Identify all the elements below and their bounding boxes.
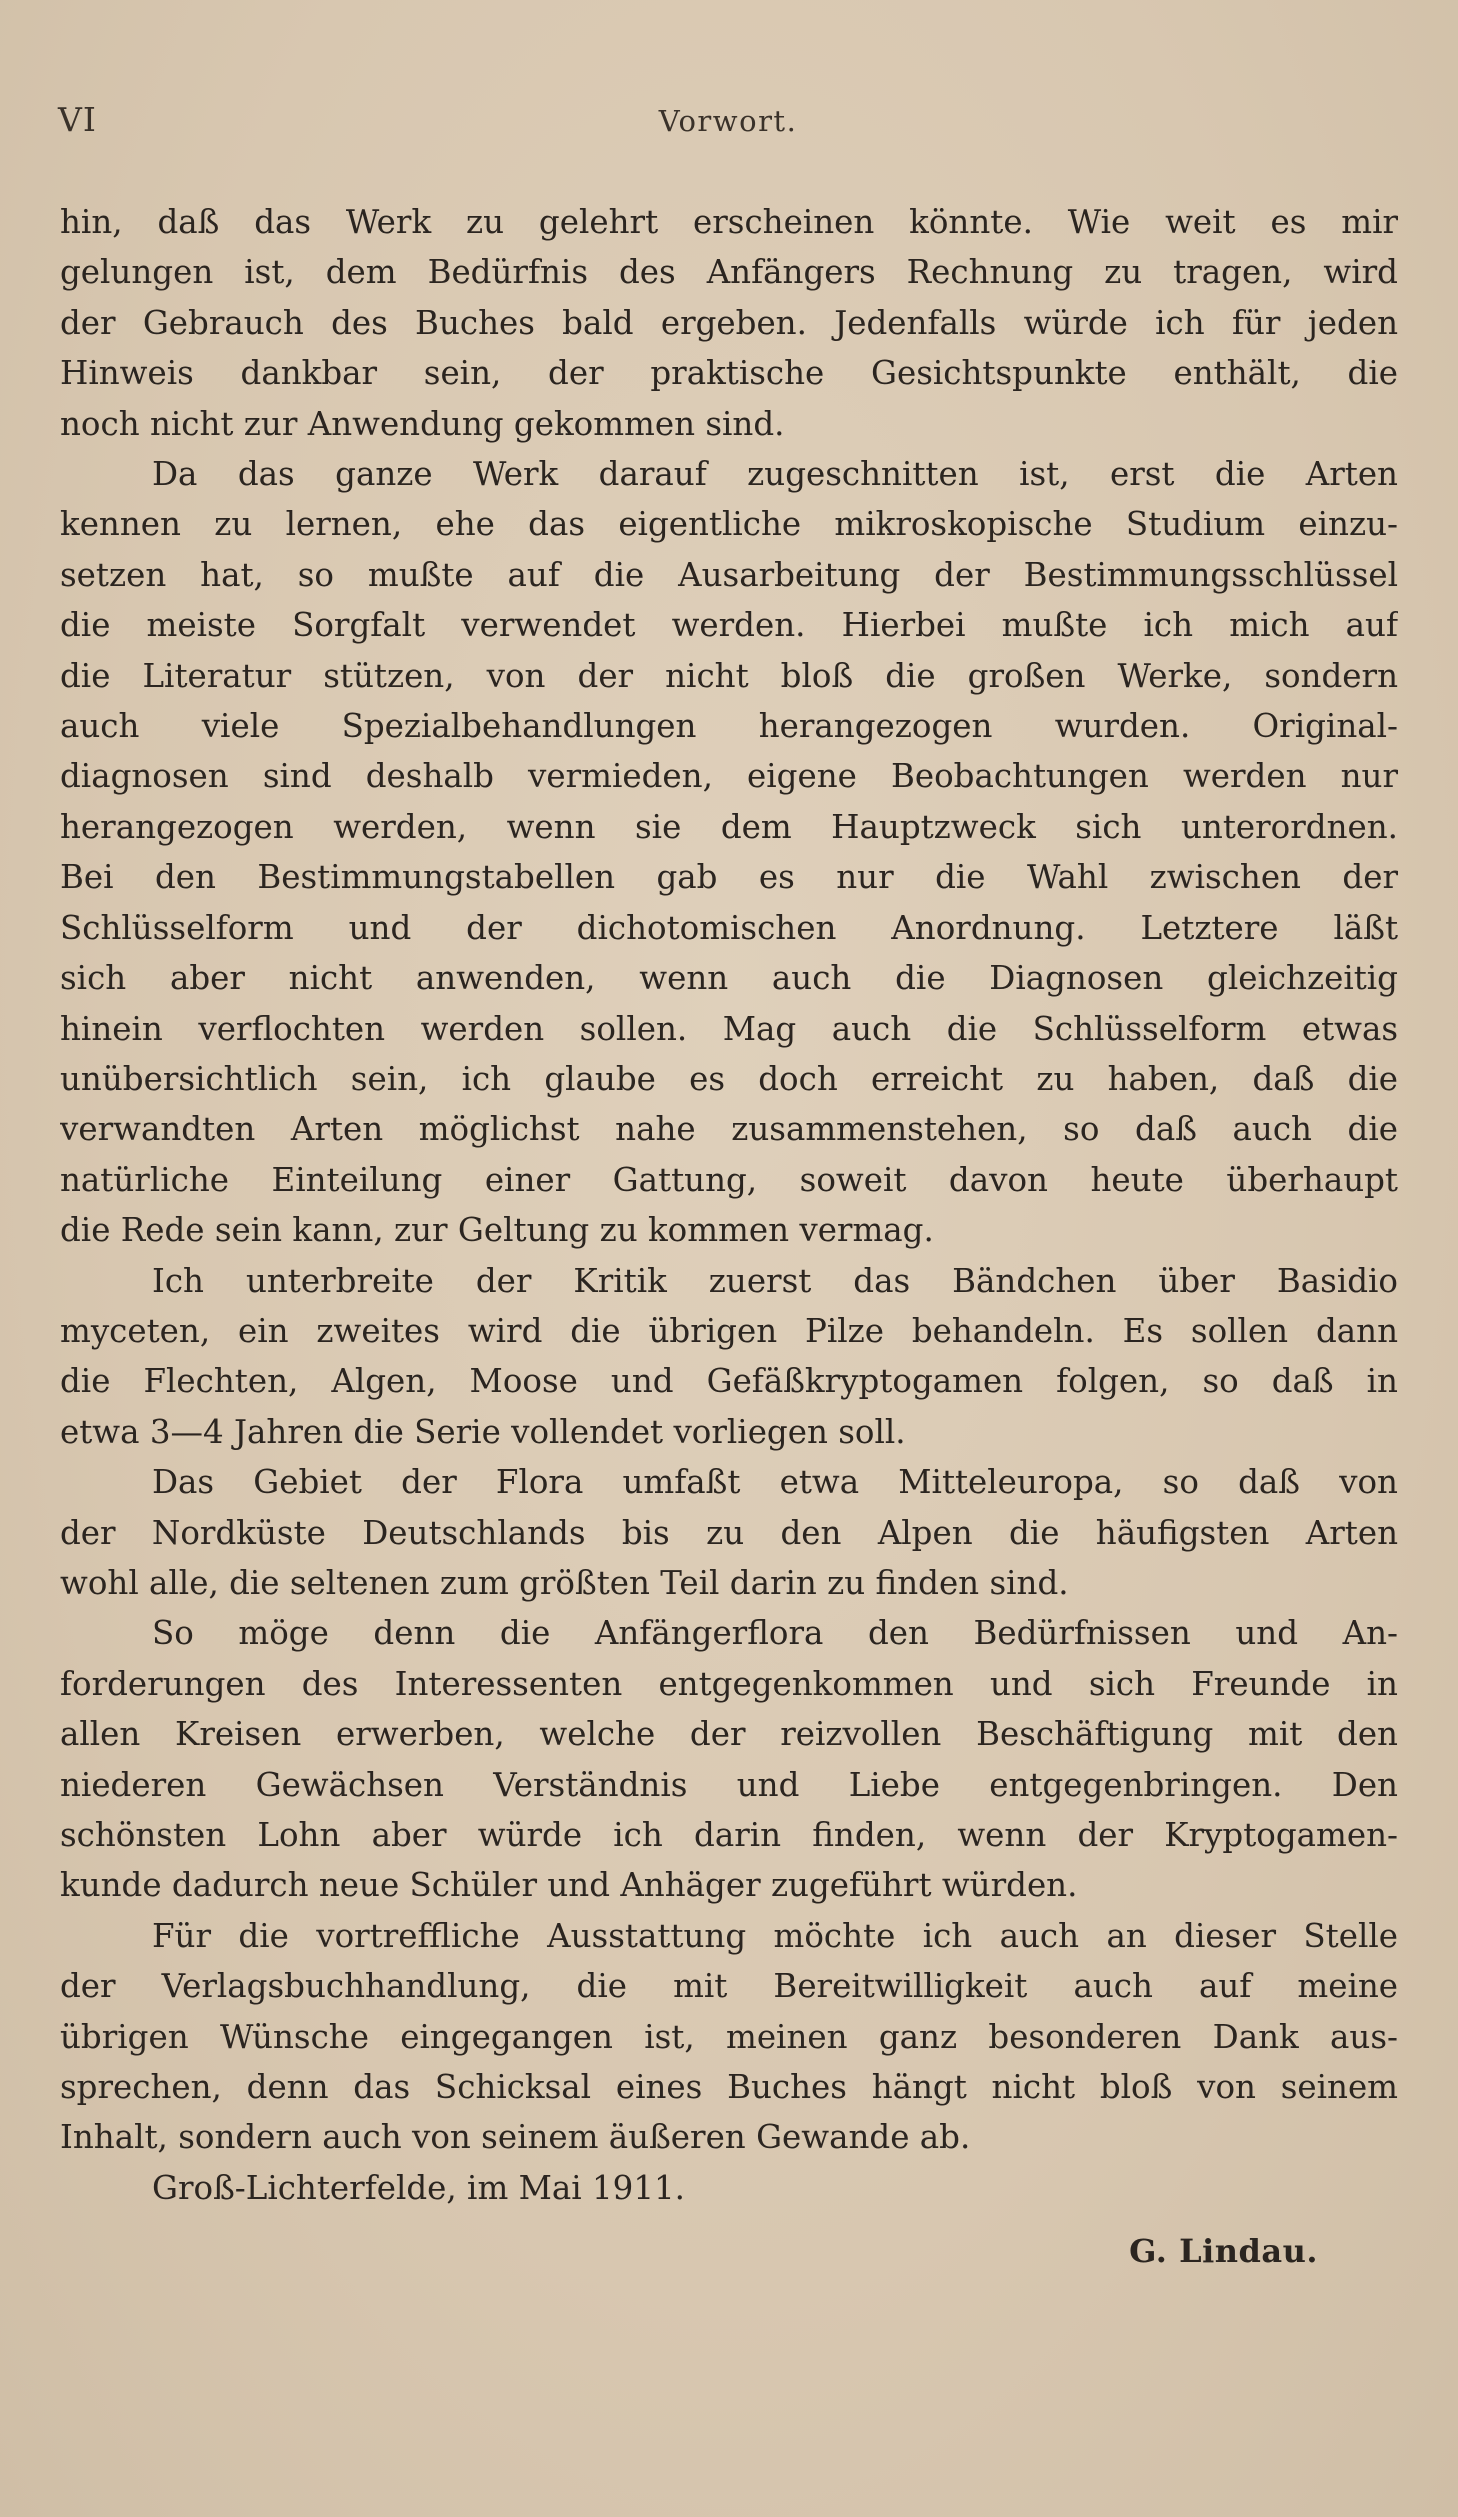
text-line: Bei den Bestimmungstabellen gab es nur die Wahl zwischen der	[60, 858, 1398, 897]
text-line: noch nicht zur Anwendung gekommen sind.	[60, 404, 785, 443]
text-line: der Gebrauch des Buches bald ergeben. Jedenfalls würde ich für jeden	[60, 303, 1398, 342]
text-line: die meiste Sorgfalt verwendet werden. Hierbei mußte ich mich auf	[60, 606, 1398, 645]
text-line: Das Gebiet der Flora umfaßt etwa Mitteleuropa, so daß von	[152, 1463, 1398, 1502]
text-line: der Verlagsbuchhandlung, die mit Bereitwilligkeit auch auf meine	[60, 1967, 1398, 2006]
text-line: Für die vortreffliche Ausstattung möchte ich auch an dieser Stelle	[152, 1916, 1398, 1955]
text-line: hin, daß das Werk zu gelehrt erscheinen könnte. Wie weit es mir	[60, 203, 1398, 241]
preface-text	[60, 197, 1398, 2213]
text-line: auch viele Spezialbehandlungen herangezogen wurden. Original-	[60, 707, 1398, 746]
text-line: kennen zu lernen, ehe das eigentliche mikroskopische Studium einzu-	[60, 505, 1398, 544]
text-line: diagnosen sind deshalb vermieden, eigene Beobachtungen werden nur	[60, 757, 1398, 796]
text-line: Schlüsselform und der dichotomischen Anordnung. Letztere läßt	[60, 908, 1398, 947]
paragraph-series-plan	[60, 1256, 1398, 1458]
text-line: gelungen ist, dem Bedürfnis des Anfängers Rechnung zu tragen, wird	[60, 253, 1398, 292]
paragraph-wishes	[60, 1608, 1398, 1910]
text-line: sprechen, denn das Schicksal eines Buches hängt nicht bloß von seinem	[60, 2068, 1398, 2107]
text-line: myceten, ein zweites wird die übrigen Pilze behandeln. Es sollen dann	[60, 1311, 1398, 1350]
text-line: allen Kreisen erwerben, welche der reizvollen Beschäftigung mit den	[60, 1715, 1398, 1754]
paragraph-continuation	[60, 197, 1398, 449]
text-line: kunde dadurch neue Schüler und Anhäger zugeführt würden.	[60, 1866, 1078, 1905]
text-line: So möge denn die Anfängerflora den Bedürfnissen und An-	[152, 1614, 1398, 1653]
author-signature: G. Lindau.	[1129, 2232, 1318, 2270]
text-line: wohl alle, die seltenen zum größten Teil darin zu finden sind.	[60, 1563, 1069, 1602]
text-line: verwandten Arten möglichst nahe zusammenstehen, so daß auch die	[60, 1110, 1398, 1149]
text-line: natürliche Einteilung einer Gattung, soweit davon heute überhaupt	[60, 1160, 1398, 1199]
paragraph-acknowledgement	[60, 1911, 1398, 2163]
text-line: Ich unterbreite der Kritik zuerst das Bändchen über Basidio	[152, 1261, 1398, 1300]
text-line: die Literatur stützen, von der nicht bloß die großen Werke, sondern	[60, 656, 1398, 695]
text-line: Inhalt, sondern auch von seinem äußeren Gewande ab.	[60, 2118, 971, 2157]
text-line: sich aber nicht anwenden, wenn auch die Diagnosen gleichzeitig	[60, 959, 1398, 998]
paragraph-determination-keys	[60, 449, 1398, 1256]
paragraph-flora-region	[60, 1457, 1398, 1608]
text-line: die Flechten, Algen, Moose und Gefäßkryptogamen folgen, so daß in	[60, 1362, 1398, 1401]
page-header	[58, 100, 1398, 150]
text-line: niederen Gewächsen Verständnis und Liebe entgegenbringen. Den	[60, 1765, 1398, 1804]
running-title: Vorwort.	[658, 104, 798, 138]
text-line: Hinweis dankbar sein, der praktische Gesichtspunkte enthält, die	[60, 354, 1398, 393]
text-line: etwa 3—4 Jahren die Serie vollendet vorliegen soll.	[60, 1412, 906, 1451]
text-line: der Nordküste Deutschlands bis zu den Alpen die häufigsten Arten	[60, 1513, 1398, 1552]
place-and-date: Groß-Lichterfelde, im Mai 1911.	[152, 2168, 686, 2207]
text-line: Da das ganze Werk darauf zugeschnitten ist, erst die Arten	[152, 455, 1398, 494]
text-line: schönsten Lohn aber würde ich darin finden, wenn der Kryptogamen-	[60, 1816, 1398, 1854]
text-line: forderungen des Interessenten entgegenkommen und sich Freunde in	[60, 1664, 1398, 1703]
text-line: unübersichtlich sein, ich glaube es doch erreicht zu haben, daß die	[60, 1059, 1398, 1098]
text-line: übrigen Wünsche eingegangen ist, meinen ganz besonderen Dank aus-	[60, 2017, 1398, 2056]
text-line: setzen hat, so mußte auf die Ausarbeitung der Bestimmungsschlüssel	[60, 555, 1398, 594]
text-line: hinein verflochten werden sollen. Mag auch die Schlüsselform etwas	[60, 1009, 1398, 1048]
text-line: die Rede sein kann, zur Geltung zu kommen vermag.	[60, 1211, 934, 1250]
text-line: herangezogen werden, wenn sie dem Hauptzweck sich unterordnen.	[60, 807, 1398, 846]
page-number: VI	[58, 100, 97, 139]
